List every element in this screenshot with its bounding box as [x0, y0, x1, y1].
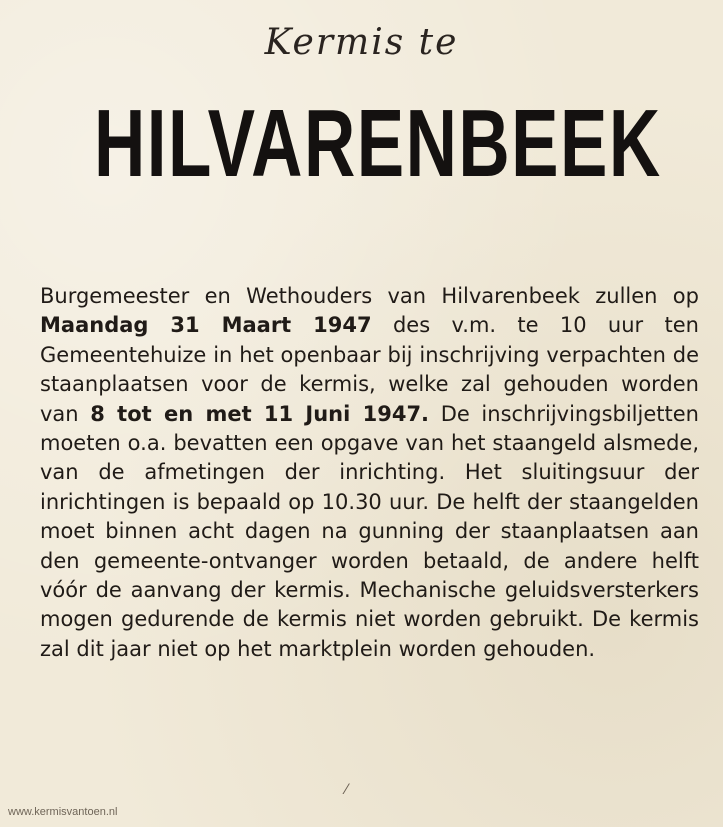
fair-dates: 8 tot en met 11 Juni 1947.	[90, 401, 430, 426]
auction-details-text: des v.m. te 10 uur ten Gemeentehuize in het openbaar bij inschrijving verpachten de staanplaatsen voor de kermis, welke zal gehouden worden van	[40, 313, 699, 426]
conditions-text: De inschrijvingsbiljetten moeten o.a. bevatten een opgave van het staangeld alsmede, van de afmetingen der inrichting. Het sluitingsuur der inrichtingen is bepaald op 10.30 uur. De helft der staangelden moet binnen acht dagen na gunning der staanplaatsen aan den gemeente-ontvanger worden betaald, de andere helft vóór de aanvang der kermis. Mechanische geluidsversterkers mogen gedurende de kermis niet worden gebruikt. De kermis zal dit jaar niet op het marktplein worden gehouden.	[40, 401, 699, 661]
page-title: HILVARENBEEK	[93, 90, 662, 197]
announcement-text	[40, 282, 699, 664]
intro-text: Burgemeester en Wethouders van Hilvarenbeek zullen op	[40, 284, 699, 308]
print-mark: ⁄	[345, 782, 348, 798]
subtitle: Kermis te	[264, 22, 459, 63]
website-credit: www.kermisvantoen.nl	[8, 806, 118, 818]
auction-date: Maandag 31 Maart 1947	[40, 313, 372, 338]
